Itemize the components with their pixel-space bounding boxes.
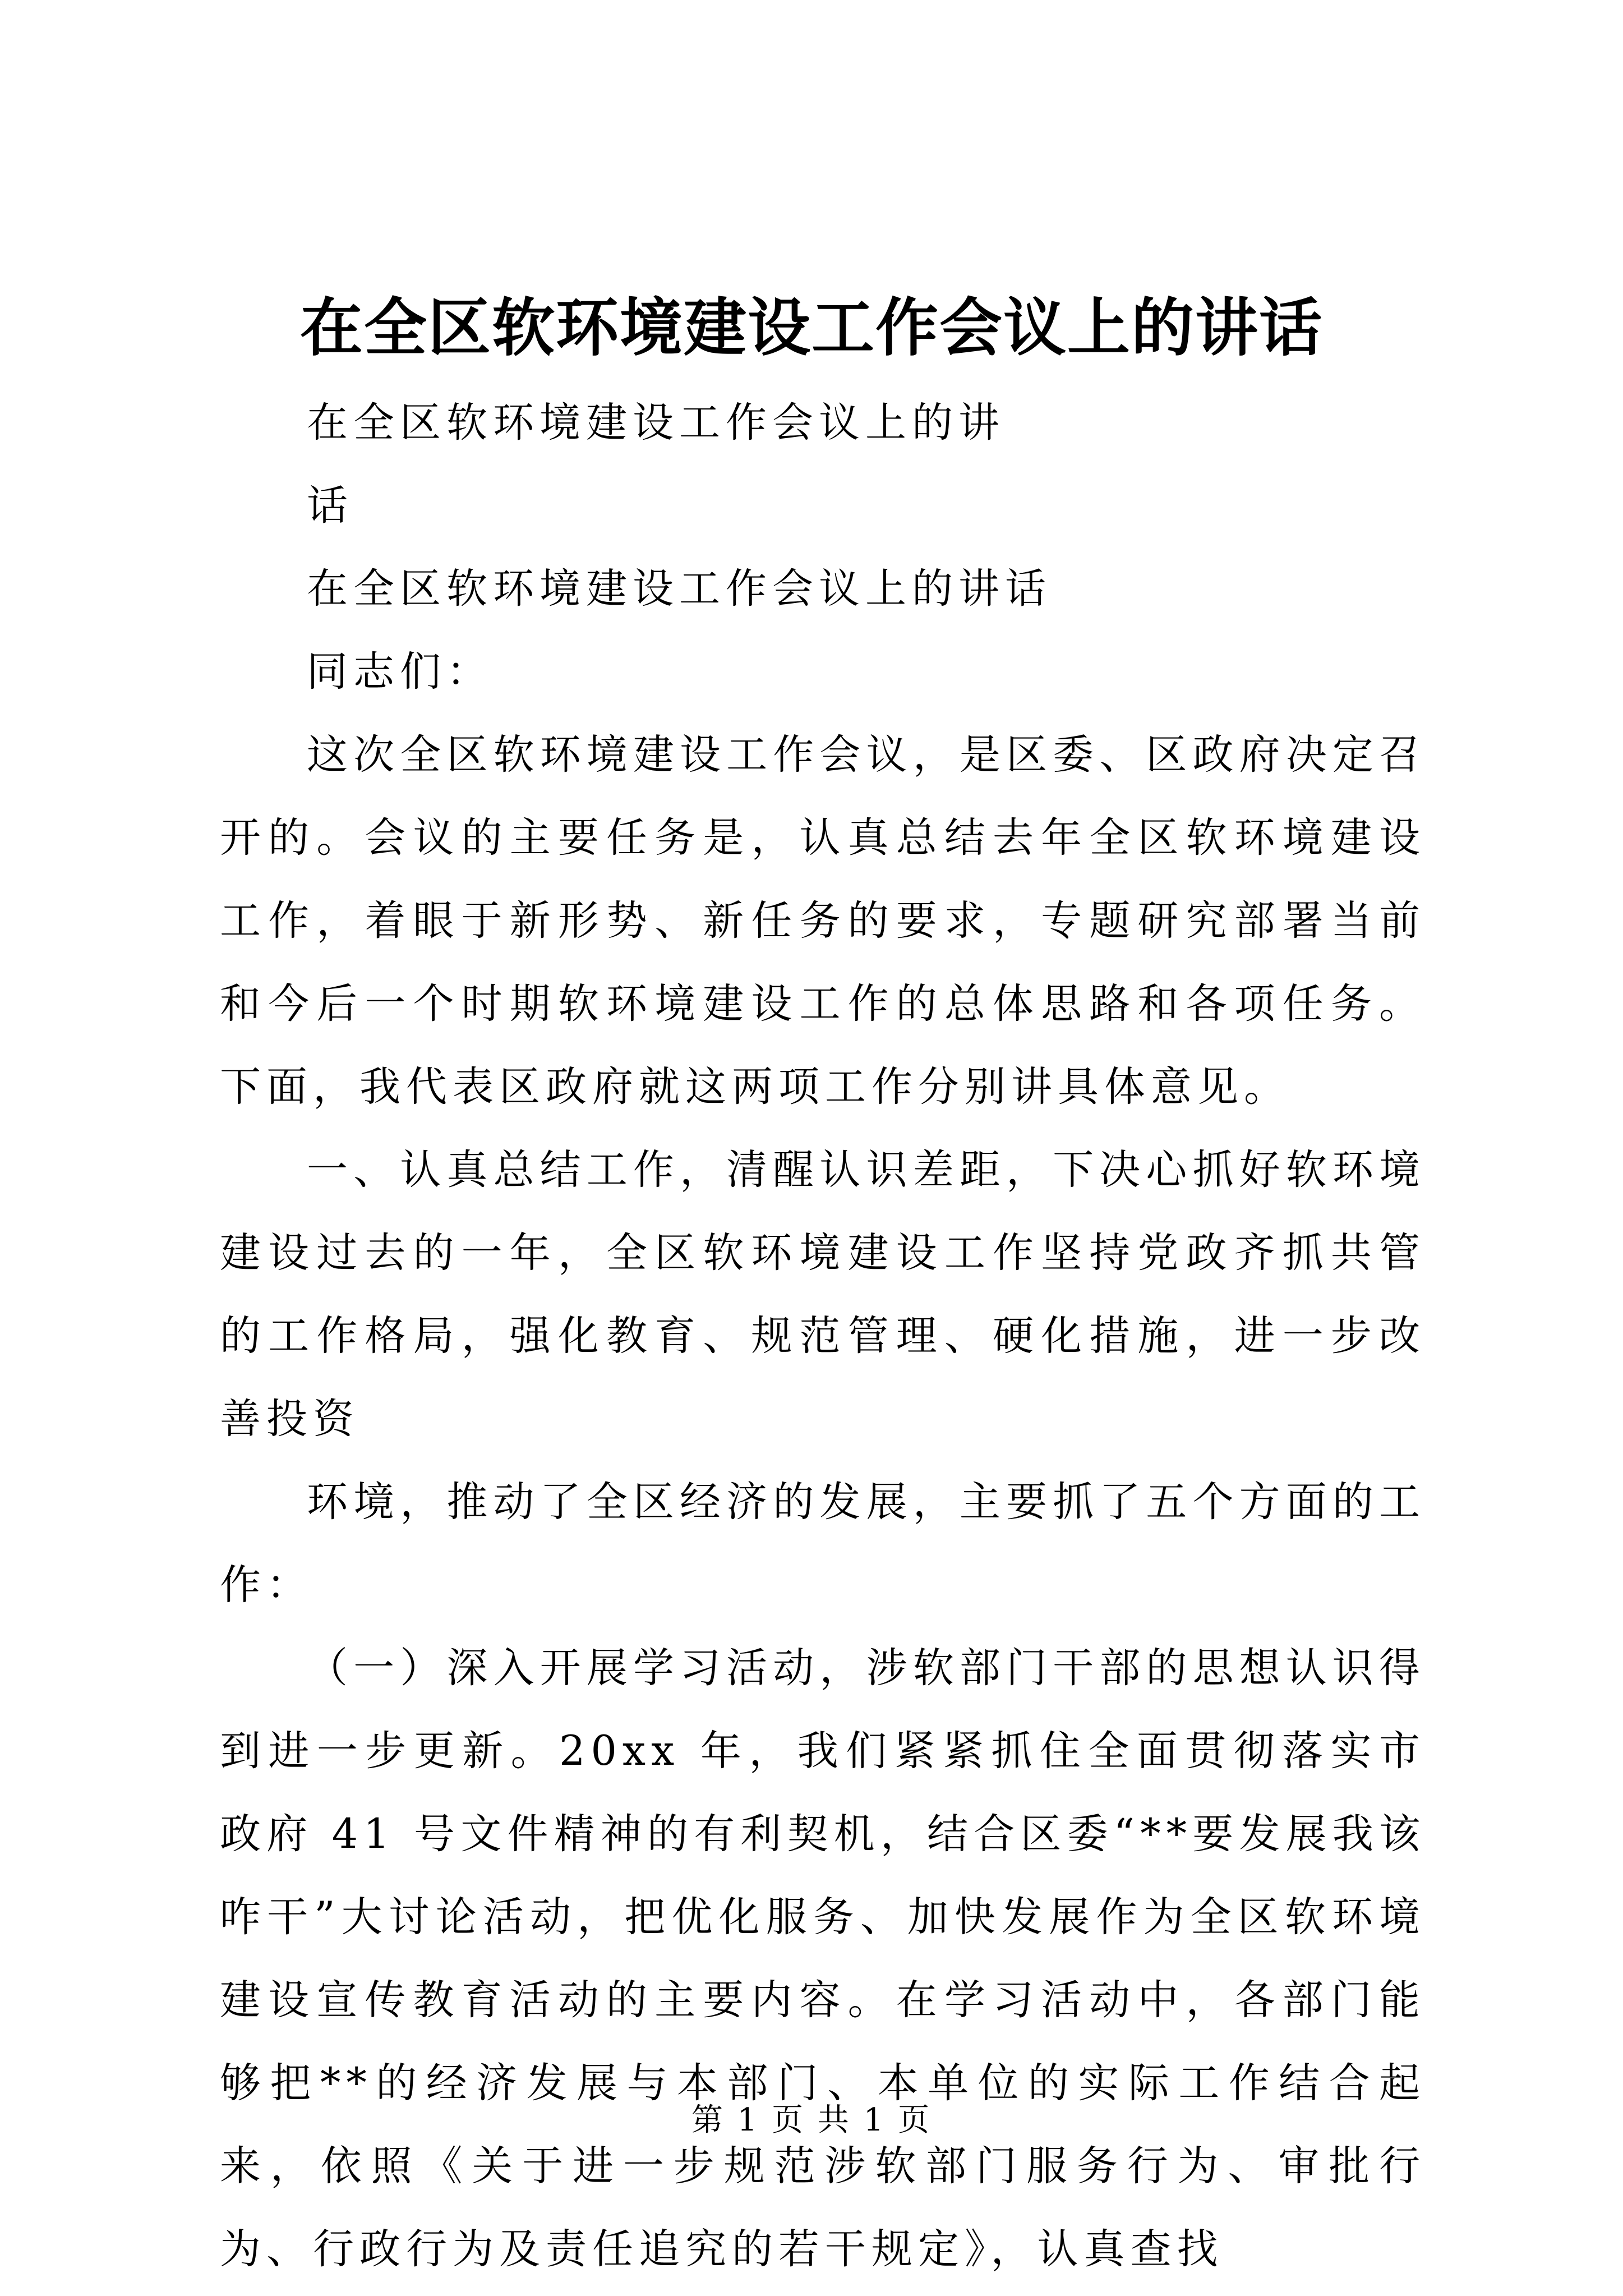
document-body <box>220 381 1426 2291</box>
paragraph-item-one: （一）深入开展学习活动，涉软部门干部的思想认识得到进一步更新。20xx 年，我们紧紧抓住全面贯彻落实市政府 41 号文件精神的有利契机，结合区委“**要发展我该咋干”大讨论活动，把优化服务、加快发展作为全区软环境建设宣传教育活动的主要内容。在学习活动中，各部门能够把**的经济发展与本部门、本单位的实际工作结合起来，依照《关于进一步规范涉软部门服务行为、审批行为、行政行为及责任追究的若干规定》，认真查找 <box>220 1644 1426 2273</box>
paragraph-environment: 环境，推动了全区经济的发展，主要抓了五个方面的工作： <box>220 1478 1426 1609</box>
paragraph-section-one: 一、认真总结工作，清醒认识差距，下决心抓好软环境建设过去的一年，全区软环境建设工作坚持党政齐抓共管的工作格局，强化教育、规范管理、硬化措施，进一步改善投资 <box>220 1146 1426 1443</box>
paragraph-intro: 这次全区软环境建设工作会议，是区委、区政府决定召开的。会议的主要任务是，认真总结去年全区软环境建设工作，着眼于新形势、新任务的要求，专题研究部署当前和今后一个时期软环境建设工作的总体思路和各项任务。下面，我代表区政府就这两项工作分别讲具体意见。 <box>220 731 1426 1111</box>
page-footer: 第 1 页 共 1 页 <box>691 2102 932 2138</box>
document-title: 在全区软环境建设工作会议上的讲话 <box>300 291 1323 365</box>
paragraph-subtitle-part1: 在全区软环境建设工作会议上的讲 <box>307 399 1005 447</box>
paragraph-subtitle-repeat: 在全区软环境建设工作会议上的讲话 <box>307 565 1052 613</box>
paragraph-subtitle-part2: 话 <box>307 482 353 530</box>
paragraph-salutation: 同志们： <box>307 648 493 696</box>
